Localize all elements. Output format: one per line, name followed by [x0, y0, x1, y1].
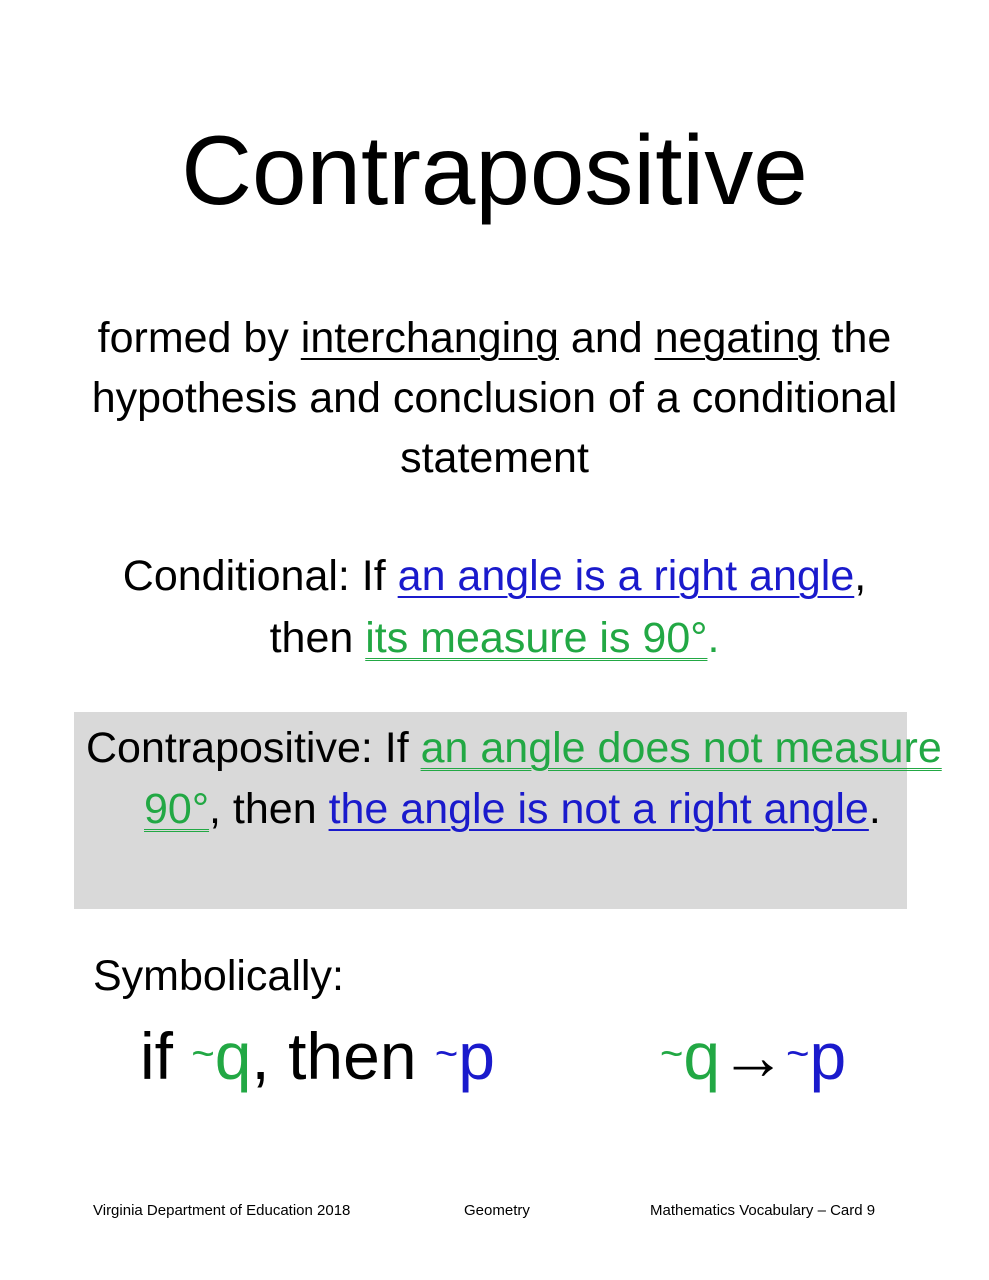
definition-part-3: the hypothesis and conclusion of a conditional statement: [91, 314, 898, 482]
definition-part-2: and: [558, 314, 655, 362]
arrow-tilde-p: ~: [786, 1032, 810, 1076]
contrapositive-example: [86, 718, 944, 840]
footer-center: Geometry: [464, 1202, 530, 1219]
symbolically-label: Symbolically:: [93, 952, 344, 1000]
definition-part-1: formed by: [97, 314, 301, 362]
symbolic-arrow-form: [660, 1012, 846, 1098]
arrow-q: q: [683, 1019, 721, 1093]
definition-text: [60, 308, 929, 488]
symbolic-p: p: [458, 1019, 495, 1093]
symbolic-tilde-q: ~: [191, 1032, 215, 1076]
contrapositive-period: .: [868, 785, 881, 833]
symbolic-tilde-p: ~: [434, 1032, 459, 1076]
conditional-comma: ,: [854, 552, 867, 600]
footer-right: Mathematics Vocabulary – Card 9: [650, 1202, 876, 1219]
conditional-label: Conditional: If: [122, 552, 398, 600]
symbolic-then-word: , then: [251, 1019, 435, 1093]
conditional-conclusion: its measure is 90°: [365, 614, 708, 662]
conditional-then: then: [269, 614, 366, 662]
conditional-hypothesis: an angle is a right angle: [397, 552, 855, 600]
contrapositive-highlight-box: [74, 712, 942, 909]
contrapositive-hypothesis: an angle does not measure 90°: [144, 724, 942, 833]
footer-left: Virginia Department of Education 2018: [93, 1202, 351, 1219]
arrow-p: p: [809, 1019, 847, 1093]
symbolic-q: q: [214, 1019, 252, 1093]
contrapositive-label: Contrapositive: If: [86, 724, 421, 772]
term-interchanging: interchanging: [300, 314, 559, 362]
symbolic-if-word: if: [140, 1019, 192, 1093]
contrapositive-conclusion: the angle is not a right angle: [328, 785, 869, 833]
conditional-period: .: [707, 614, 720, 662]
card-title: Contrapositive: [181, 115, 808, 225]
conditional-example: [60, 545, 929, 669]
symbolic-if-then: [140, 1012, 495, 1098]
term-negating: negating: [654, 314, 820, 362]
arrow-icon: →: [720, 1019, 787, 1093]
arrow-tilde-q: ~: [660, 1032, 684, 1076]
contrapositive-then: , then: [209, 785, 329, 833]
